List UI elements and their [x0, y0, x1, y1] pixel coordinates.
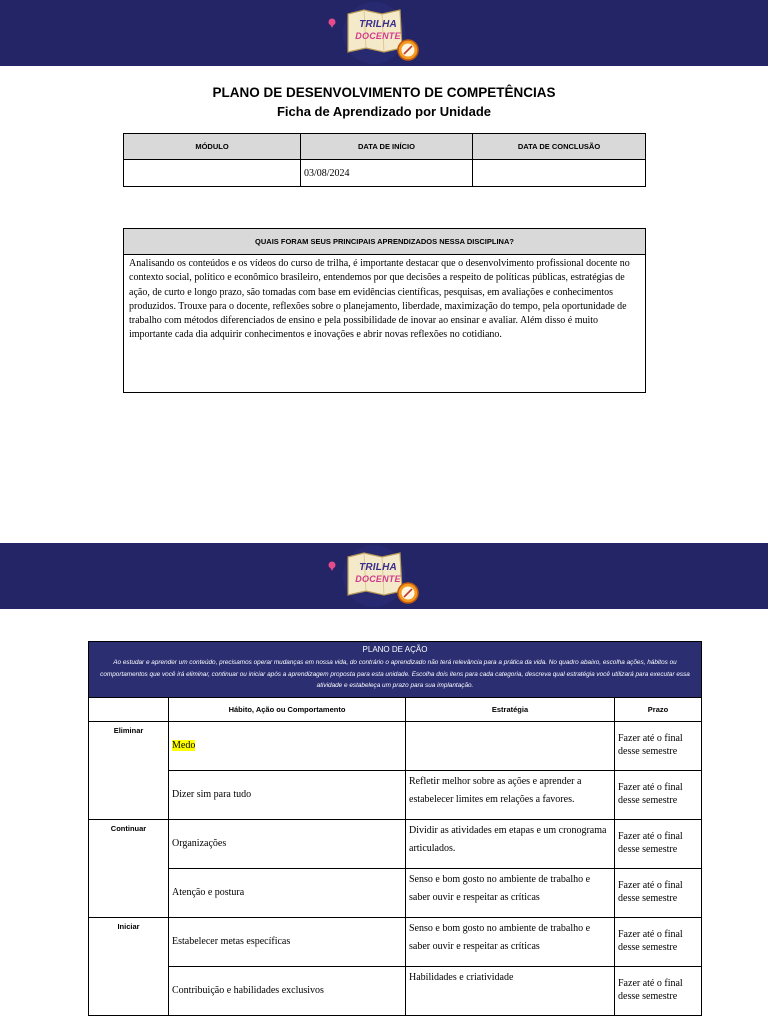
habito-cell[interactable]: Dizer sim para tudo	[169, 770, 406, 819]
habito-cell[interactable]: Organizações	[169, 819, 406, 868]
column-header-estrategia: Estratégia	[406, 697, 615, 721]
table-row	[89, 770, 702, 819]
habito-cell[interactable]: Atenção e postura	[169, 868, 406, 917]
header-data-inicio: DATA DE INÍCIO	[301, 134, 473, 160]
column-header-prazo: Prazo	[615, 697, 702, 721]
prazo-cell[interactable]: Fazer até o final desse semestre	[615, 819, 702, 868]
value-modulo[interactable]	[124, 160, 301, 187]
habito-cell[interactable]: Contribuição e habilidades exclusivos	[169, 966, 406, 1015]
logo-text-trilha: TRILHA	[359, 562, 397, 573]
prazo-cell[interactable]: Fazer até o final desse semestre	[615, 917, 702, 966]
trilha-docente-logo	[324, 2, 424, 64]
habito-cell[interactable]	[169, 721, 406, 770]
header-banner	[0, 0, 768, 66]
column-header-habito: Hábito, Ação ou Comportamento	[169, 697, 406, 721]
plano-header	[89, 642, 702, 698]
plano-acao-table	[88, 641, 702, 1016]
logo-text-trilha: TRILHA	[359, 19, 397, 30]
plano-title: PLANO DE AÇÃO	[362, 645, 428, 654]
modulo-table	[123, 133, 646, 187]
table-row	[89, 721, 702, 770]
prazo-cell[interactable]: Fazer até o final desse semestre	[615, 721, 702, 770]
aprendizados-answer[interactable]: Analisando os conteúdos e os vídeos do curso de trilha, é importante destacar que o desenvolvimento profissional docente no contexto social, político e econômico brasileiro, entendemos por que decisões a respeito de políticas públicas, estratégias de ação, de curto e longo prazo, são tomadas com base em evidências científicas, pesquisas, em avaliações e conhecimentos produzidos. Trouxe para o docente, reflexões sobre o planejamento, liberdade, maximização do tempo, pela oportunidade de trabalho com métodos diferenciados de ensino e pela possibilidade de inovar ao ensinar e avaliar. Além disso é muito importante cada dia adquirir conhecimentos e inovações e abrir novas reflexões no cotidiano.	[124, 255, 646, 393]
header-banner-page-2	[0, 543, 768, 609]
column-header-categoria	[89, 697, 169, 721]
estrategia-cell[interactable]: Habilidades e criatividade	[406, 966, 615, 1015]
table-row	[89, 868, 702, 917]
header-modulo: MÓDULO	[124, 134, 301, 160]
aprendizados-table	[123, 228, 646, 393]
logo-text-docente: DOCENTE	[355, 31, 401, 41]
estrategia-cell[interactable]: Senso e bom gosto no ambiente de trabalho e saber ouvir e respeitar as críticas	[406, 917, 615, 966]
habito-cell[interactable]: Estabelecer metas específicas	[169, 917, 406, 966]
plano-description: Ao estudar e aprender um conteúdo, precisamos operar mudanças em nossa vida, do contrário o aprendizado não terá relevância para a prática da vida. No quadro abaixo, escolha ações, hábitos ou comportamentos que você irá eliminar, continuar ou iniciar após a aprendizagem proposta para esta unidade. Escolha dois itens para cada categoria, descreva qual estratégia você utilizará para executar essa atividade e estabeleça um prazo para sua implantação.	[100, 659, 690, 690]
aprendizados-question: QUAIS FORAM SEUS PRINCIPAIS APRENDIZADOS NESSA DISCIPLINA?	[124, 229, 646, 255]
category-continuar: Continuar	[89, 819, 169, 917]
prazo-cell[interactable]: Fazer até o final desse semestre	[615, 966, 702, 1015]
estrategia-cell[interactable]	[406, 721, 615, 770]
value-data-conclusao[interactable]	[473, 160, 646, 187]
value-data-inicio[interactable]: 03/08/2024	[301, 160, 473, 187]
table-row	[89, 819, 702, 868]
highlighted-text: Medo	[172, 740, 196, 752]
page-title: PLANO DE DESENVOLVIMENTO DE COMPETÊNCIAS	[212, 85, 556, 100]
trilha-docente-logo	[324, 545, 424, 607]
category-eliminar: Eliminar	[89, 721, 169, 819]
prazo-cell[interactable]: Fazer até o final desse semestre	[615, 770, 702, 819]
category-iniciar: Iniciar	[89, 917, 169, 1015]
header-data-conclusao: DATA DE CONCLUSÃO	[473, 134, 646, 160]
page-subtitle: Ficha de Aprendizado por Unidade	[276, 104, 492, 119]
estrategia-cell[interactable]: Dividir as atividades em etapas e um cronograma articulados.	[406, 819, 615, 868]
table-row	[89, 966, 702, 1015]
estrategia-cell[interactable]: Refletir melhor sobre as ações e aprender a estabelecer limites em relações a favores.	[406, 770, 615, 819]
logo-text-docente: DOCENTE	[355, 574, 401, 584]
estrategia-cell[interactable]: Senso e bom gosto no ambiente de trabalho e saber ouvir e respeitar as críticas	[406, 868, 615, 917]
table-row	[89, 917, 702, 966]
prazo-cell[interactable]: Fazer até o final desse semestre	[615, 868, 702, 917]
